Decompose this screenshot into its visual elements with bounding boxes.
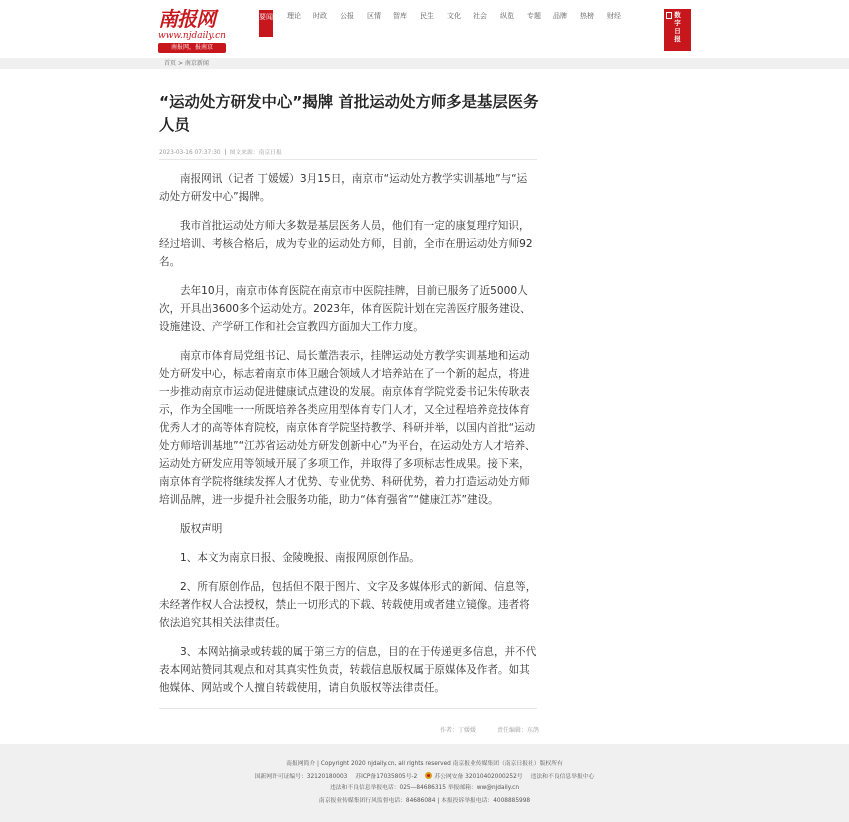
article-meta — [159, 149, 282, 157]
footer-report-center-link[interactable]: 违法和不良信息举报中心 — [530, 774, 595, 780]
digital-edition-button[interactable] — [664, 9, 691, 51]
digital-edition-label: 数字日报 — [674, 11, 681, 43]
nav-item-quqing[interactable]: 区情 — [367, 12, 381, 20]
nav-item-zhiku[interactable]: 智库 — [393, 12, 407, 20]
site-logo[interactable] — [158, 8, 226, 53]
logo-mark: 南报网 — [158, 7, 215, 31]
nav-item-caijing[interactable]: 财经 — [607, 12, 621, 20]
nav-item-shizheng[interactable]: 时政 — [313, 12, 327, 20]
site-header — [0, 0, 849, 58]
article-paragraph: 去年10月，南京市体育医院在南京市中医院挂牌，目前已服务了近5000人次，开具出3600多个运动处方。2023年，体育医院计划在完善医疗服务建设、设施建设、产学研工作和社会宣教四方面加大工作力度。 — [159, 285, 531, 333]
article-source: 图文来源：南京日报 — [229, 150, 282, 156]
article-author: 作者：丁媛媛 — [440, 727, 477, 734]
logo-url: www.njdaily.cn — [158, 31, 226, 41]
breadcrumb — [164, 58, 209, 69]
footer-police-link[interactable]: 苏公网安备 32010402000252号 — [434, 774, 523, 780]
article-body — [159, 170, 537, 708]
nav-item-shehui[interactable]: 社会 — [473, 12, 487, 20]
nav-item-yaowen[interactable]: 要闻 — [259, 10, 273, 37]
nav-item-minsheng[interactable]: 民生 — [420, 12, 434, 20]
breadcrumb-home[interactable]: 首页 — [164, 60, 177, 67]
article-title: “运动处方研发中心”揭牌 首批运动处方师多是基层医务人员 — [159, 93, 539, 134]
logo-slogan: 南报网，报南京 — [158, 43, 226, 53]
footer-supervision: 南京报业传媒集团行风监督电话：84686084 | 本报投诉举报电话：4008885998 — [318, 798, 531, 804]
nav-item-gongbao[interactable]: 公报 — [340, 12, 354, 20]
article-credits — [159, 725, 540, 735]
article-paragraph: 南京市体育局党组书记、局长董浩表示，挂牌运动处方教学实训基地和运动处方研发中心，标志着南京市体卫融合领域人才培养站在了一个新的起点，将进一步推动南京市运动促进健康试点建设的发展。南京体育学院党委书记朱传耿表示，作为全国唯一一所既培养各类应用型体育专门人才，又全过程培养竞技体育优秀人才的高等体育院校，南京体育学院坚持教学、科研并举，以国内首批“运动处方师培训基地”“江苏省运动处方研发创新中心”为平台，在运动处方人才培养、运动处方研发应用等领域开展了多项工作，并取得了多项标志性成果。接下来，南京体育学院将继续发挥人才优势、专业优势、科研优势，着力打造运动处方师培训品牌，进一步提升社会服务功能，助力“体育强省”“健康江苏”建设。 — [159, 350, 536, 506]
copyright-item: 1、本文为南京日报、金陵晚报、南报网原创作品。 — [180, 552, 420, 564]
article-end-divider — [159, 708, 537, 709]
nav-item-rebang[interactable]: 热榜 — [580, 12, 594, 20]
newspaper-icon — [666, 12, 672, 19]
nav-item-zhuanti[interactable]: 专题 — [527, 12, 541, 20]
article-editor: 责任编辑：东鸽 — [497, 727, 540, 734]
meta-divider-line — [159, 159, 537, 160]
article-paragraph: 我市首批运动处方师大多数是基层医务人员，他们有一定的康复理疗知识，经过培训、考核合格后，成为专业的运动处方师，目前，全市在册运动处方师92名。 — [159, 220, 533, 268]
breadcrumb-bar — [0, 58, 849, 69]
breadcrumb-separator: > — [177, 60, 183, 67]
site-footer — [0, 744, 849, 822]
police-badge-icon — [425, 772, 432, 779]
copyright-item: 3、本网站摘录或转载的属于第三方的信息，目的在于传递更多信息，并不代表本网站赞同其观点和对其真实性负责，转载信息版权属于原媒体及作者。如其他媒体、网站或个人擅自转载使用，请自负版权等法律责任。 — [159, 646, 537, 694]
footer-license: 国新网许可证编号：32120180003 — [254, 774, 348, 780]
footer-copyright: 南报网简介 | Copyright 2020 njdaily.cn, all rights reserved 南京报业传媒集团（南京日报社）版权所有 — [286, 761, 563, 767]
nav-item-lilun[interactable]: 理论 — [287, 12, 301, 20]
footer-report-contact: 违法和不良信息举报电话：025—84686315 举报邮箱：ww@njdaily.cn — [329, 785, 520, 791]
footer-icp-link[interactable]: 苏ICP备17035805号-2 — [355, 774, 418, 780]
article-paragraph: 南报网讯（记者 丁媛媛）3月15日，南京市“运动处方教学实训基地”与“运动处方研发中心”揭牌。 — [159, 173, 528, 203]
copyright-item: 2、所有原创作品，包括但不限于图片、文字及多媒体形式的新闻、信息等，未经著作权人合法授权，禁止一切形式的下载、转载使用或者建立镜像。违者将依法追究其相关法律责任。 — [159, 581, 537, 629]
nav-item-zonglan[interactable]: 纵览 — [500, 12, 514, 20]
footer-licenses — [0, 772, 849, 781]
nav-item-pinpai[interactable]: 品牌 — [553, 12, 567, 20]
breadcrumb-section[interactable]: 南京新闻 — [184, 60, 209, 67]
meta-divider — [225, 149, 226, 155]
nav-item-wenhua[interactable]: 文化 — [447, 12, 461, 20]
copyright-heading: 版权声明 — [180, 523, 223, 535]
article-date: 2023-03-16 07:37:30 — [159, 150, 221, 156]
